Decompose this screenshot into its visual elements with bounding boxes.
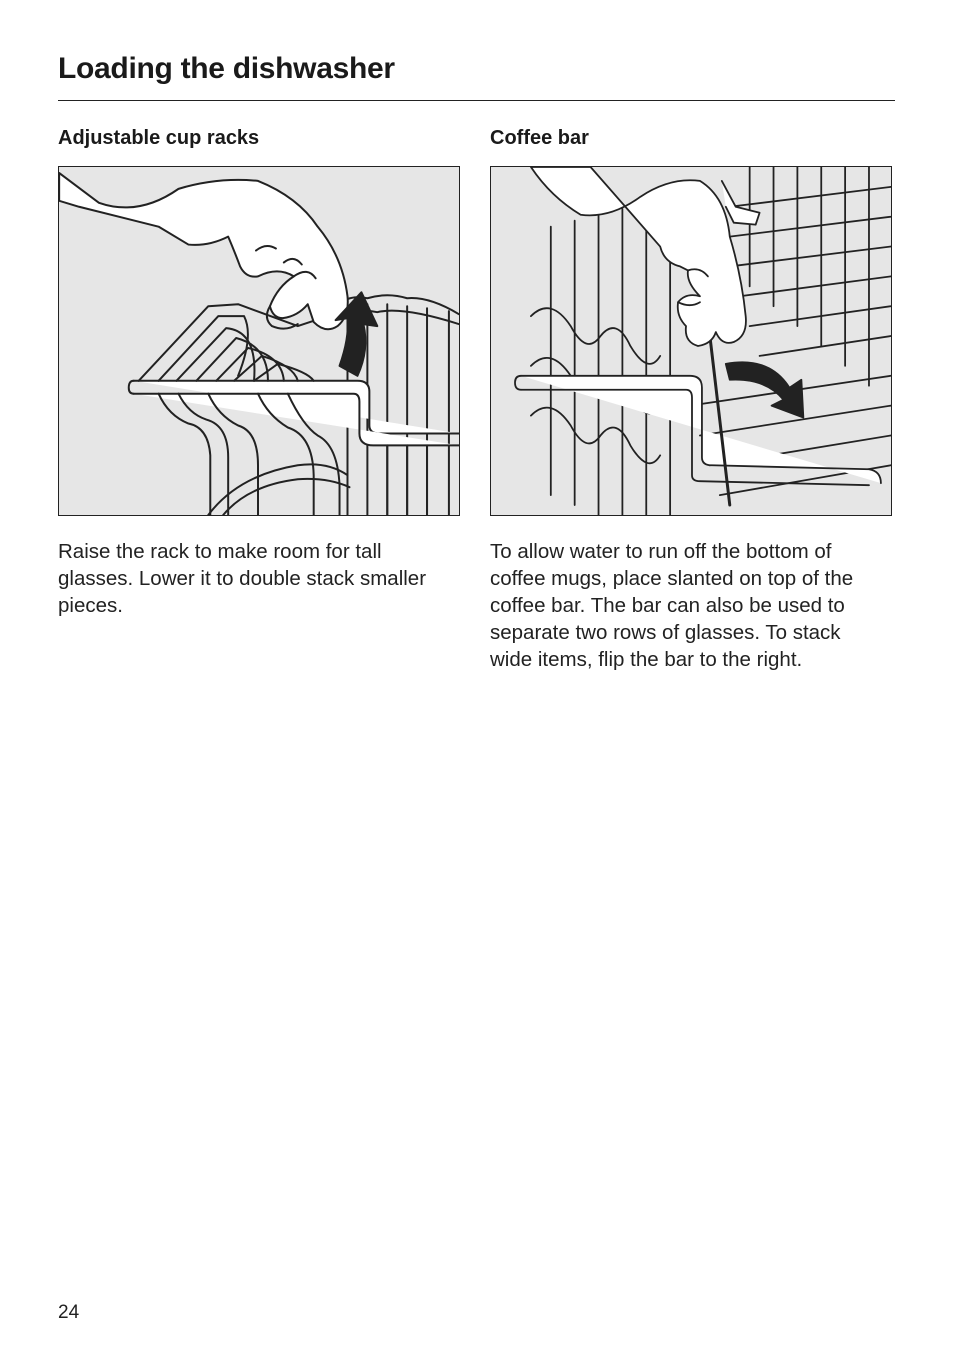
section-heading: Coffee bar <box>490 127 589 149</box>
section-coffee-bar <box>490 124 895 671</box>
section-heading: Adjustable cup racks <box>58 127 260 149</box>
hand-raising-cup-rack-illustration <box>59 167 459 515</box>
cup-rack-illustration <box>58 166 460 516</box>
section-adjustable-cup-racks <box>58 124 463 617</box>
title-divider <box>58 100 895 101</box>
page-title: Loading the dishwasher <box>58 52 395 85</box>
section-body-text: Raise the rack to make room for tall glasses. Lower it to double stack smaller pieces. <box>58 540 427 617</box>
section-body-text: To allow water to run off the bottom of coffee mugs, place slanted on top of the coffee bar. The bar can also be used to separate two rows of glasses. To stack wide items, flip the bar to the right. <box>490 540 854 671</box>
coffee-bar-illustration <box>490 166 892 516</box>
page-number: 24 <box>58 1302 80 1323</box>
hand-flipping-coffee-bar-illustration <box>491 167 891 515</box>
